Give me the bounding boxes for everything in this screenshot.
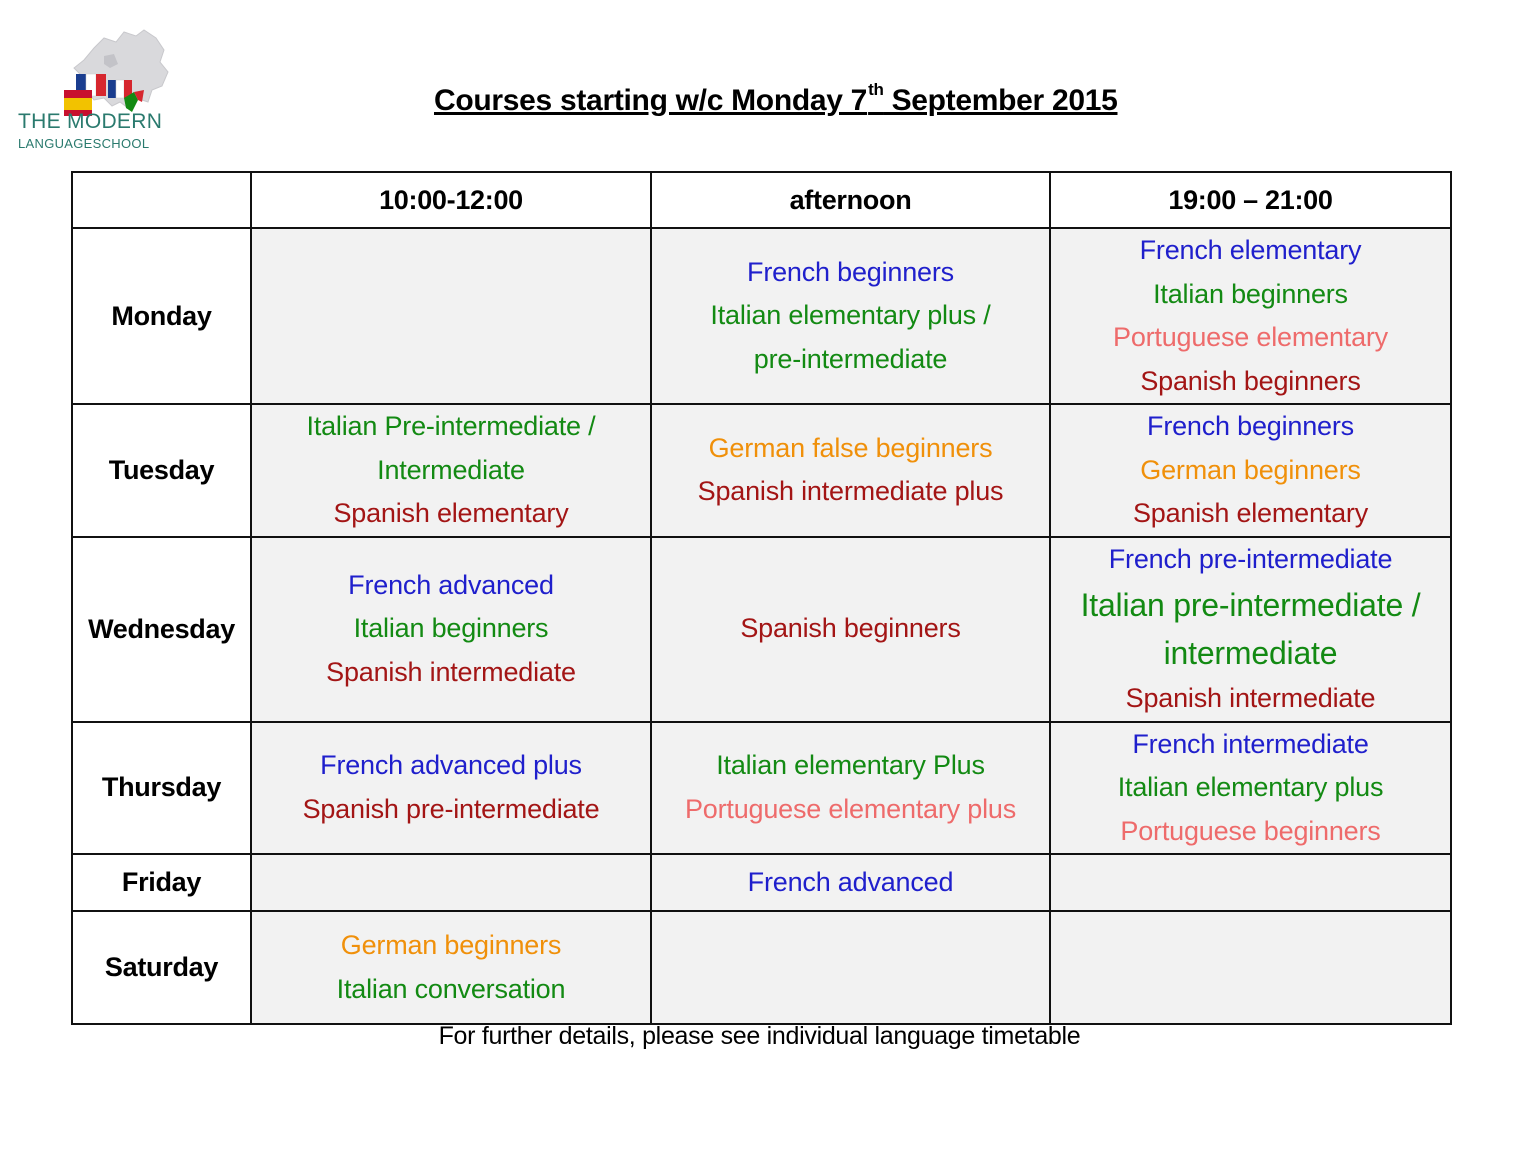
course-cell: [651, 911, 1050, 1024]
course-french: French advanced: [747, 866, 954, 897]
course-french: French pre-intermediate: [1108, 543, 1393, 574]
course-cell: [651, 404, 1050, 537]
course-french: French beginners: [1147, 411, 1354, 441]
course-spanish: Spanish beginners: [740, 613, 961, 644]
course-cell: [251, 404, 651, 537]
slot-header-evening: 19:00 – 21:00: [1050, 172, 1451, 228]
course-cell: [1050, 537, 1451, 722]
course-spanish: Spanish intermediate: [326, 656, 576, 687]
day-label: Friday: [72, 854, 251, 911]
course-portuguese: Portuguese beginners: [1120, 815, 1381, 846]
course-cell: [651, 854, 1050, 911]
course-italian: Intermediate: [377, 454, 525, 485]
day-label: Monday: [72, 228, 251, 404]
course-spanish: Spanish pre-intermediate: [302, 793, 600, 824]
day-label: Saturday: [72, 911, 251, 1024]
course-italian: Italian pre-intermediate /: [1080, 587, 1421, 623]
day-label: Tuesday: [72, 404, 251, 537]
course-french: French advanced: [348, 569, 554, 600]
title-suffix: September 2015: [883, 84, 1118, 117]
course-cell: [651, 228, 1050, 404]
table-row: [72, 854, 1451, 911]
europe-map-with-flags-icon: [64, 28, 174, 118]
course-spanish: Spanish intermediate: [1125, 683, 1376, 713]
course-italian: Italian beginners: [353, 613, 549, 644]
course-cell: [1050, 228, 1451, 404]
slot-header-morning: 10:00-12:00: [251, 172, 651, 228]
course-spanish: Spanish intermediate plus: [697, 476, 1004, 507]
day-label: Wednesday: [72, 537, 251, 722]
course-french: French intermediate: [1132, 728, 1369, 759]
course-italian: Italian conversation: [336, 973, 566, 1004]
course-cell: [251, 722, 651, 855]
table-row: [72, 537, 1451, 722]
course-cell: [251, 854, 651, 911]
course-italian: Italian Pre-intermediate /: [306, 411, 596, 441]
table-row: [72, 722, 1451, 855]
course-cell: [251, 537, 651, 722]
slot-header-afternoon: afternoon: [651, 172, 1050, 228]
course-cell: [1050, 911, 1451, 1024]
course-portuguese: Portuguese elementary: [1113, 322, 1388, 352]
course-french: French elementary: [1139, 235, 1362, 265]
title-superscript: th: [868, 80, 884, 99]
table-row: [72, 911, 1451, 1024]
course-cell: [251, 911, 651, 1024]
course-italian: Italian beginners: [1153, 278, 1348, 309]
course-french: French beginners: [747, 256, 954, 287]
timetable: [71, 171, 1452, 1025]
title-prefix: Courses starting w/c Monday 7: [434, 84, 868, 117]
corner-cell: [72, 172, 251, 228]
page-title: [434, 80, 1118, 118]
course-italian: Italian elementary plus: [1117, 772, 1384, 802]
course-spanish: Spanish elementary: [333, 498, 569, 528]
table-row: [72, 404, 1451, 537]
course-italian: Italian elementary Plus: [716, 750, 985, 781]
footer-text: For further details, please see individual language timetable: [438, 1022, 1081, 1050]
course-italian: Italian elementary plus /: [710, 300, 991, 331]
course-german: German false beginners: [708, 432, 993, 463]
footer-note: [0, 1022, 1521, 1051]
course-german: German beginners: [340, 930, 562, 960]
course-french: French advanced plus: [320, 750, 582, 781]
course-german: German beginners: [1140, 454, 1361, 485]
course-cell: [651, 722, 1050, 855]
school-logo: [14, 28, 204, 158]
course-cell: [651, 537, 1050, 722]
course-spanish: Spanish elementary: [1132, 498, 1369, 528]
course-italian: pre-intermediate: [753, 343, 948, 374]
course-spanish: Spanish beginners: [1140, 365, 1361, 396]
course-cell: [1050, 854, 1451, 911]
logo-name: THE MODERN: [18, 110, 163, 133]
course-cell: [1050, 404, 1451, 537]
day-label: Thursday: [72, 722, 251, 855]
course-cell: [251, 228, 651, 404]
course-cell: [1050, 722, 1451, 855]
course-portuguese: Portuguese elementary plus: [685, 793, 1016, 824]
course-italian: intermediate: [1163, 635, 1338, 671]
table-row: [72, 228, 1451, 404]
logo-subtitle: LANGUAGESCHOOL: [18, 136, 150, 151]
header-row: [72, 172, 1451, 228]
